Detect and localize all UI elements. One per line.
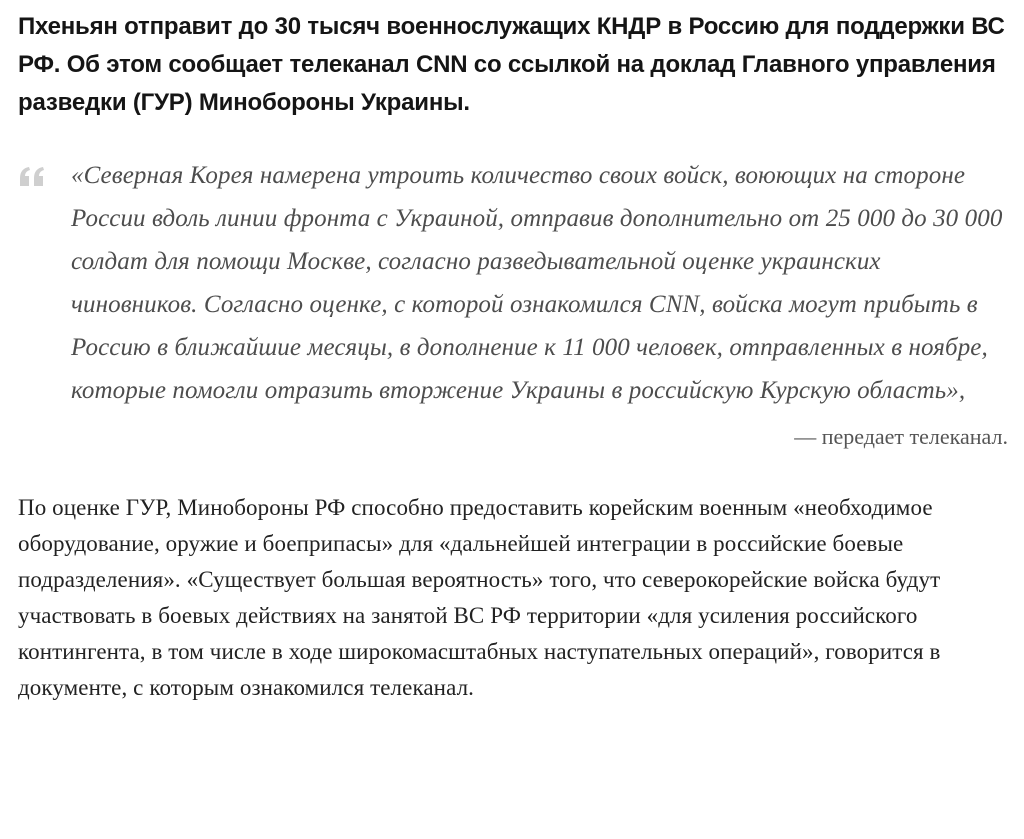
article-lead: Пхеньян отправит до 30 тысяч военнослужащих КНДР в Россию для поддержки ВС РФ. Об этом сообщает телеканал CNN со ссылкой на доклад Главного управления разведки (ГУР) Минобороны Украины. bbox=[18, 13, 1005, 116]
quote-mark-icon bbox=[18, 166, 46, 188]
article-body-paragraph: По оценке ГУР, Минобороны РФ способно предоставить корейским военным «необходимое оборудование, оружие и боеприпасы» для «дальнейшей интеграции в российские боевые подразделения». «Существует большая вероятность» того, что северокорейские войска будут участвовать в боевых действиях на занятой ВС РФ территории «для усиления российского контингента, в том числе в ходе широкомасштабных наступательных операций», говорится в документе, с которым ознакомился телеканал. bbox=[18, 495, 941, 700]
article bbox=[18, 0, 1008, 706]
article-quote bbox=[18, 154, 1008, 452]
quote-attribution: — передает телеканал. bbox=[794, 424, 1008, 449]
quote-text: «Северная Корея намерена утроить количество своих войск, воюющих на стороне России вдоль линии фронта с Украиной, отправив дополнительно от 25 000 до 30 000 солдат для помощи Москве, согласно разведывательной оценке украинских чиновников. Согласно оценке, с которой ознакомился CNN, войска могут прибыть в Россию в ближайшие месяцы, в дополнение к 11 000 человек, отправленных в ноябре, которые помогли отразить вторжение Украины в российскую Курскую область», bbox=[71, 162, 1003, 404]
